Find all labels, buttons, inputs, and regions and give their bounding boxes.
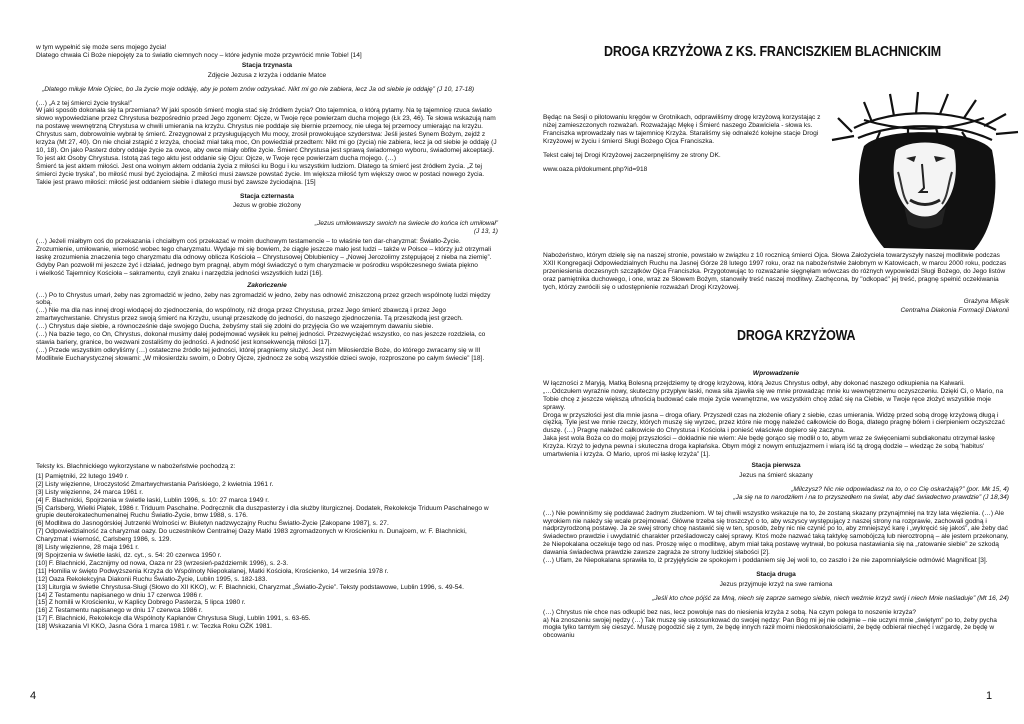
right-main-column bbox=[543, 370, 1009, 642]
source-item: [10] F. Blachnicki, Zacznijmy od nowa, Oaza nr 23 (wrzesień-październik 1996), s. 2-3. bbox=[36, 559, 289, 567]
left-column bbox=[36, 44, 498, 365]
sources-block bbox=[36, 463, 498, 631]
source-item: [12] Oaza Rekolekcyjna Diakonii Ruchu Światło-Życie, Lublin 1995, s. 182-183. bbox=[36, 575, 268, 583]
source-item: [11] Homilia w święto Podwyższenia Krzyża do Wspólnoty Niepokalanej, Matki Kościoła, Krościenko, 14 września 1978 r. bbox=[36, 567, 389, 575]
station-13-subtitle: Zdjęcie Jezusa z krzyża i oddanie Matce bbox=[207, 71, 327, 79]
source-item: [14] Z Testamentu napisanego w dniu 17 czerwca 1986 r. bbox=[36, 591, 203, 599]
top-lines: w tym wypełnić się może sens mojego życia! Dlatego chwała Ci Boże niepojęty za to światło ciemnych nocy – które jedynie może przywrócić mnie Tobie! [14] bbox=[36, 44, 362, 59]
history-text: Nabożeństwo, którym dzielę się na naszej stronie, powstało w związku z 10 rocznicą śmierci Ojca. Słowa Założyciela towarzyszyły naszej modlitwie podczas XXII Kongregacji Odpowiedzialnych Ruchu na Jasnej Górze 28 lutego 1997 roku, oraz na nabożeństwie żałobnym w Katowicach, w marcu 2000 roku, podczas przeniesienia doczesnych szczątków Ojca Franciszka. Przygotowując to rozważanie sięgnęłam wówczas do różnych wypowiedzi Sługi Bożego, do Jego listów oraz pamiętnika duchowego, i one, wraz ze Słowem Bożym, stanowiły treść naszej modlitwy. Zachęcona, by "odkopać" jej treść, pragnę spełnić oczekiwania tych, którzy zwrócili się o udostępnienie rozważań Drogi Krzyżowej. bbox=[543, 252, 1007, 291]
source-item: [3] Listy więzienne, 24 marca 1961 r. bbox=[36, 488, 144, 496]
source-item: [17] F. Blachnicki, Rekolekcje dla Wspólnoty Kapłanów Chrystusa Sługi, Lublin 1991, s. 63-65. bbox=[36, 615, 311, 623]
station-1-body: (…) Nie powinniśmy się poddawać żadnym złudzeniom. W tej chwili wszystko wskazuje na to, że zostaną skazany przynajmniej na trzy lata więzienia. (…) Ale wyrokiem nie należy się wcale przejmować. Główne trzeba się troszczyć o to, aby wszyscy występujący z naszej strony na rozprawie, zachowali godną i nadprzyrodzoną postawę. Ja ze swej strony chcę nastawić się w ten, sposób, żeby nic nie czynić po to, aby zmniejszyć karę i „wykręcić się jakoś”, ale żeby dać świadectwo prawdzie i uwydatnić charakter prześladowczy całej sprawy. Ktoś może nazwać taką taktykę samobójczą lub nieroztropną – ale jestem przekonany, że Niepokalana oczekuje tego od nas. Proszę więc o modlitwę, abym miał taką postawę wytrwał, bo pokusa nastawiania się na „ratowanie siebie” ze szkodą dawania świadectwa prawdzie zawsze zagraża ze strony ludzkiej słabości [2]. (…) Ufam, że Niepokalana sprawiła to, iż przyjęłyście ze spokojem i poddaniem się Jej woli to, co zaszło i że nie zapomniałyście odmówić Magnificat [3]. bbox=[543, 509, 1009, 565]
signature-role: Centralna Diakonia Formacji Diakonii bbox=[900, 307, 1009, 315]
station-2-quote: „Jeśli kto chce pójść za Mną, niech się zaprze samego siebie, niech weźmie krzyż swój i niech Mnie naśladuje” (Mt 16, 24) bbox=[652, 594, 1009, 602]
intro-block bbox=[543, 114, 833, 175]
sources-intro: Teksty ks. Blachnickiego wykorzystane w nabożeństwie pochodzą z: bbox=[36, 463, 236, 470]
station-1-subtitle: Jezus na śmierć skazany bbox=[739, 471, 813, 479]
source-item: [15] Z homilii w Krościenku, w Kaplicy Dobrego Pasterza, 5 lipca 1980 r. bbox=[36, 599, 246, 607]
right-page bbox=[512, 0, 1024, 724]
section-title: DROGA KRZYŻOWA bbox=[737, 328, 856, 344]
station-1-heading: Stacja pierwsza bbox=[751, 461, 801, 469]
sources-list bbox=[36, 473, 498, 631]
station-13-quote: „Dlatego miłuje Mnie Ojciec, bo Ja życie moje oddaję, aby je potem znów odzyskać. Nikt mi go nie zabiera, lecz Ja od siebie je oddaję” (J 10, 17-18) bbox=[42, 85, 475, 93]
source-item: [8] Listy więzienne, 28 maja 1961 r. bbox=[36, 544, 139, 552]
source-item: [4] F. Blachnicki, Spojrzenia w świetle łaski, Lublin 1996, s. 10: 27 marca 1949 r. bbox=[36, 496, 270, 504]
station-1-quote-1: „Milczysz? Nic nie odpowiadasz na to, o co Cię oskarżają?” (por. Mk 15, 4) bbox=[791, 485, 1009, 493]
station-14-heading: Stacja czternasta bbox=[240, 192, 294, 200]
station-2-subtitle: Jezus przyjmuje krzyż na swe ramiona bbox=[719, 580, 833, 588]
source-item: [18] Wskazania VI KKO, Jasna Góra 1 marca 1981 r. w: Teczka Roku OŻK 1981. bbox=[36, 623, 272, 631]
station-14-body: (…) Jeżeli miałbym coś do przekazania i chciałbym coś przekazać w moim duchowym testamencie – to właśnie ten dar-charyzmat: Światło-Życie. Zrozumienie, umiłowanie, wierność wobec tego charyzmatu. Wydaje mi się bowiem, że ciągle jeszcze mało jest ludzi – także w Polsce – którzy już otrzymali łaskę zrozumienia znaczenia tego charyzmatu dla odnowy oblicza Kościoła – Chrystusowej Oblubienicy – „Nowej Jerozolimy zstępującej z nieba na ziemię”. Gdyby Pan pozwolił mi jeszcze żyć i działać, jednego bym pragnął, abym mógł świadczyć o tym charyzmacie w pośrodku współczesnego świata piękno i wielkość Tajemnicy Kościoła – sakramentu, czyli znaku i narzędzia jedności wszystkich ludzi [16]. bbox=[36, 238, 492, 277]
text-note: Tekst całej tej Drogi Krzyżowej zaczerpnęliśmy ze strony DK. bbox=[543, 151, 721, 159]
page-number-right: 1 bbox=[986, 690, 993, 702]
source-item: [13] Liturgia w świetle Chrystusa-Sługi (Słowo do XII KKO), w: F. Blachnicki, Charyzmat „Światło-Życie”. Teksty podstawowe, Lublin 1996, s. 49-54. bbox=[36, 583, 464, 591]
ending-heading: Zakończenie bbox=[247, 281, 287, 289]
signature-name: Grażyna Miąsik bbox=[963, 297, 1009, 305]
christ-crown-of-thorns-image bbox=[824, 88, 1024, 256]
station-1-quote-2: „Ja się na to narodziłem i na to przyszedłem na świat, aby dać świadectwo prawdzie” (J 18,34) bbox=[733, 493, 1009, 501]
intro-body: W łączności z Maryją, Matką Bolesną przejdziemy tę drogę krzyżową, którą Jezus Chrystus odbył, aby dokonać naszego odkupienia na Kalwarii. „…Odczułem wyraźnie nowy, skuteczny przypływ łaski, nowa siła zjawiła się we mnie prowadząc mnie ku wewnętrznemu oczyszczeniu. Dzięki Ci, o Mario, na Tobie chcę z jeszcze większą ufnością budować cale moje życie wewnętrzne, we wszystkim chcę zdać się na Ciebie, w Twoje ręce złożyć wszystkie moje sprawy. Droga w przyszłości jest dla mnie jasna – droga ofiary. Przyszedł czas na złożenie ofiary z siebie, czas umierania. Widzę przed sobą drogę krzyżową długą i ciężką. Tyle jest we mnie rzeczy, których muszę się wyrzec, przez które nie mogę należeć całkowicie do Boga, dlatego pragnę bólem i cierpieniem oczyszczać duszę. (…) Pragnę należeć całkowicie do Chrystusa i Kościoła i ponieść właściwie dopiero się zaczyna. Jaka jest wola Boża co do mojej przyszłości – dokładnie nie wiem: Ale będę gorąco się modlił o to, abym wraz ze święceniami subdiakonatu otrzymał łaskę Krzyża. Krzyż to jedyna pewna i skuteczna droga kapłańska. Obym mógł z nowym entuzjazmem i wiarą iść tą drogą dodzie – wiedząc że sobą 'habitus' umartwienia i krzyża. O Mario, uproś mi łaskę krzyża” [1]. bbox=[543, 379, 1005, 459]
intro-text: Będąc na Sesji o pilotowaniu kręgów w Grotnikach, odprawiliśmy drogę krzyżową korzystając z niżej zamieszczonych rozważań. Rozważając Mękę i Śmierć naszego Zbawiciela - słowa ks. Franciszka wprowadzały nas w tajemnicę Krzyża. Staraliśmy się odnaleźć kolejne stacje Drogi Krzyżowej w życiu i śmierci Sługi Bożego Ojca Franciszka. bbox=[543, 114, 821, 145]
station-14-subtitle: Jezus w grobie złożony bbox=[232, 202, 302, 210]
source-link[interactable]: www.oaza.pl/dokument.php?id=918 bbox=[543, 165, 648, 173]
source-item: [5] Carlsberg, Wielki Piątek, 1986 r. Triduum Paschalne. Podręcznik dla duszpasterzy i dla służby liturgicznej. Dodatek, Rekolekcje Triduum Paschalnego w grupie deuterokatechumenalnej Ruchu Światło-Życie, bmw 1988, s. 176. bbox=[36, 504, 489, 520]
station-2-heading: Stacja druga bbox=[756, 570, 796, 578]
page-number-left: 4 bbox=[30, 690, 37, 702]
station-13-body: (…) „A z tej śmierci życie tryska!” W jaki sposób dokonała się ta przemiana? W jaki sposób śmierć mogła stać się źródłem życia? Oto tajemnica, o którą pytamy. Na tę tajemnicę rzuca światło słowo wypowiedziane przez Chrystusa bezpośrednio przed Jego zgonem: Ojcze, w Twoje ręce powierzam ducha mojego (Łk 23, 46). Te słowa wskazują nam na postawę wewnętrzną Chrystusa w chwili umierania na krzyżu. Chrystus nie poddaje się biernie przemocy, nie ulega tej przemocy umierając na krzyżu. Chrystus sam, dobrowolnie wybrał tę śmierć. Zrezygnował z przysługujących Mu mocy, zrosił prowokujące szyderstwa: Jeśli jesteś Synem Bożym, zejdź z krzyża (Mt 27, 40). On nie chciał zstąpić z krzyża, chociaż miał taką moc, On powiedział przedtem: Nikt mi go (życia) nie zabiera, lecz ja od siebie je oddaję (J 10, 18). On jako Pasterz dobry oddaje życie za owce, aby owce miały obfite życie. Śmierć Chrystusa jest sprawą świadomego wyboru, świadomej akceptacji. To jest akt Osoby Chrystusa. Istotą zaś tego aktu jest oddanie się Ojcu: Ojcze, w Twoje ręce powierzam ducha mojego. (…) Śmierć ta jest aktem miłości. Jest ona wolnym aktem oddania życia z miłości ku Bogu i ku wszystkim ludziom. Dlatego ta śmierć jest źródłem życia. „Z tej śmierci życie tryska”, bo miłość musi być życiodajna. Z miłości musi zawsze powstać życie. Im większa miłość tym większy owoc w postaci nowego życia. Takie jest prawo miłości: miłość jest oddaniem siebie i dlatego musi być zawsze życiodajna. [15] bbox=[36, 99, 497, 186]
history-block bbox=[543, 252, 1009, 317]
station-2-body: (…) Chrystus nie chce nas odkupić bez nas, lecz powołuje nas do niesienia krzyża z sobą. Na czym polega to noszenie krzyża? a) Na znoszeniu swojej nędzy (…) Tak muszę się ustosunkować do swojej nędzy: Pan Bóg mi jej nie odejmie – nie uczyni mnie „świętym” po to, żeby pycha mogła tylko tamtym się cieszyć. Muszę pogodzić się z tym, że będę innych raził moimi niedoskonałościami, że będę odbierał niechęć i wzgardę, że będę w obcowaniu bbox=[543, 608, 997, 640]
station-14-quote: „Jezus umiłowawszy swoich na świecie do końca ich umiłował” bbox=[314, 220, 498, 228]
station-14-ref: (J 13, 1) bbox=[473, 228, 498, 236]
source-item: [16] Z Testamentu napisanego w dniu 17 czerwca 1986 r. bbox=[36, 607, 203, 615]
intro-heading: Wprowadzenie bbox=[752, 370, 800, 377]
source-item: [2] Listy więzienne, Uroczystość Zmartwychwstania Pańskiego, 2 kwietnia 1961 r. bbox=[36, 480, 274, 488]
source-item: [7] Odpowiedzialność za charyzmat oazy. Do uczestników Centralnej Oazy Matki 1983 zgromadzonych w Krościenku n. Dunajcem, w: F. Blachnicki, Charyzmat i wierność, Carlsberg 1986, s. 129. bbox=[36, 528, 467, 544]
source-item: [6] Modlitwa do Jasnogórskiej Jutrzenki Wolności w: Biuletyn nadzwyczajny Ruchu Światło-Życie [Zakopane 1987], s. 27. bbox=[36, 520, 389, 528]
main-title: DROGA KRZYŻOWA Z KS. FRANCISZKIEM BLACHNICKIM bbox=[604, 44, 942, 60]
source-item: [1] Pamiętniki, 22 lutego 1949 r. bbox=[36, 472, 129, 480]
ending-body: (…) Po to Chrystus umarł, żeby nas zgromadzić w jedno, żeby nas zgromadzić w jedno, żeby nas odnowić zniszczoną przez grzech wspólnotę ludzi między sobą. (…) Nie ma dla nas innej drogi wiodącej do zjednoczenia, do wspólnoty, niż droga przez Chrystusa, przez Jego śmierć zbawczą i przez Jego zmartwychwstanie. Chrystus przez swoją śmierć na Krzyżu, usunął przeszkodę do jedności, do naszego zjednoczenia. Tą przeszkodą jest grzech. (…) Chrystus daje siebie, a równocześnie daje swojego Ducha, żebyśmy stali się zdolni do przyjęcia Go we wzajemnym dawaniu siebie. (…) Na bazie tego, co On, Chrystus, dokonał musimy dalej podejmować wysiłek ku pełnej jedności. Przezwyciężać wszystko, co nas jeszcze rozdziela, co stawia bariery, granice, bo wezwani zostaliśmy do jedności. A jedność jest konsekwencją miłości [17]. (…) Przede wszystkim odkryliśmy (…) ostateczne źródło tej jedności, której pragniemy służyć. Jest nim Miłosierdzie Boże, do którego zwracamy się w III Modlitwie Eucharystycznej słowami: „W miłosierdziu swoim, o Dobry Ojcze, zjednocz ze sobą wszystkie dzieci swoje, rozproszone po całym świecie” [18]. bbox=[36, 291, 491, 362]
source-item: [9] Spojrzenia w świetle łaski, dz. cyt., s. 54: 20 czerwca 1950 r. bbox=[36, 551, 222, 559]
station-13-heading: Stacja trzynasta bbox=[241, 61, 293, 69]
